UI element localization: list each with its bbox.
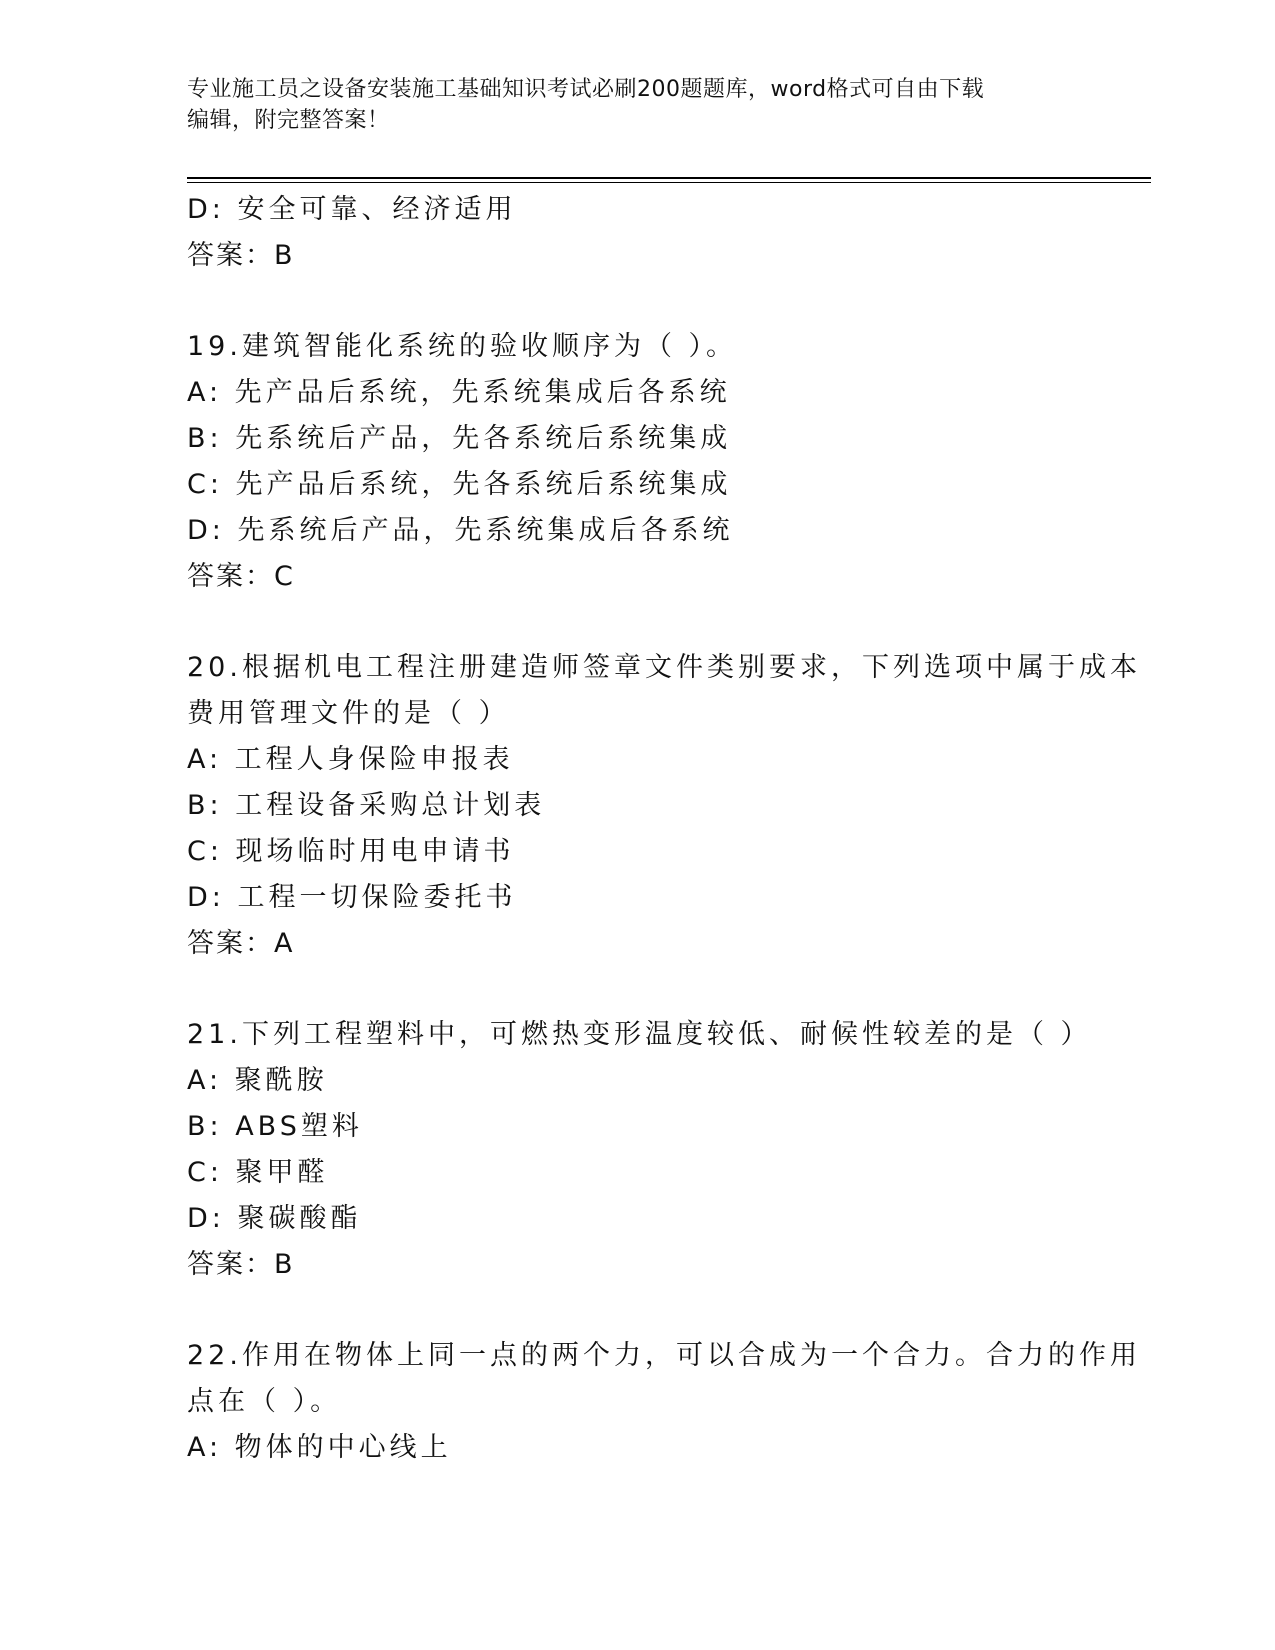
question-text: 19.建筑智能化系统的验收顺序为（ ）。: [187, 331, 738, 362]
spacer: [187, 600, 1087, 645]
header-title-line-2: 编辑，附完整答案！: [187, 108, 390, 133]
question-list: [187, 187, 1141, 1471]
question-text-line-2: 点在（ ）。: [187, 1386, 342, 1417]
option-a: A: 工程人身保险申报表: [187, 744, 514, 775]
option-b: B: 工程设备采购总计划表: [187, 790, 546, 821]
header-title-line-1: 专业施工员之设备安装施工基础知识考试必刷200题题库，word格式可自由下载: [187, 77, 985, 102]
option-a: A: 先产品后系统，先系统集成后各系统: [187, 377, 731, 408]
answer-line: 答案：B: [187, 1249, 295, 1280]
question-text-line-2: 费用管理文件的是（ ）: [187, 698, 510, 729]
answer-line: 答案：A: [187, 928, 295, 959]
question-21: [187, 1012, 1092, 1288]
option-a: A: 物体的中心线上: [187, 1432, 452, 1463]
option-c: C: 现场临时用电申请书: [187, 836, 515, 867]
option-d: D: 先系统后产品，先系统集成后各系统: [187, 515, 734, 546]
document-header: [187, 74, 1087, 136]
spacer: [187, 967, 1087, 1012]
spacer: [187, 279, 1087, 324]
question-19: [187, 324, 1087, 600]
answer-line: 答案：C: [187, 561, 295, 592]
option-c: C: 聚甲醛: [187, 1157, 329, 1188]
question-text-line-1: 22.作用在物体上同一点的两个力，可以合成为一个合力。合力的作用: [187, 1340, 1141, 1371]
question-20: [187, 645, 1141, 967]
question-text: 21.下列工程塑料中，可燃热变形温度较低、耐候性较差的是（ ）: [187, 1019, 1092, 1050]
question-18-tail: [187, 187, 1087, 279]
option-a: A: 聚酰胺: [187, 1065, 328, 1096]
header-divider-thin: [187, 182, 1151, 183]
option-b: B: 先系统后产品，先各系统后系统集成: [187, 423, 732, 454]
option-d: D: 安全可靠、经济适用: [187, 194, 517, 225]
question-22: [187, 1333, 1141, 1471]
answer-line: 答案：B: [187, 240, 295, 271]
option-d: D: 聚碳酸酯: [187, 1203, 362, 1234]
option-c: C: 先产品后系统，先各系统后系统集成: [187, 469, 732, 500]
option-d: D: 工程一切保险委托书: [187, 882, 517, 913]
question-text-line-1: 20.根据机电工程注册建造师签章文件类别要求，下列选项中属于成本: [187, 652, 1141, 683]
option-b: B: ABS塑料: [187, 1111, 363, 1142]
spacer: [187, 1288, 1087, 1333]
header-divider-thick: [187, 177, 1151, 179]
